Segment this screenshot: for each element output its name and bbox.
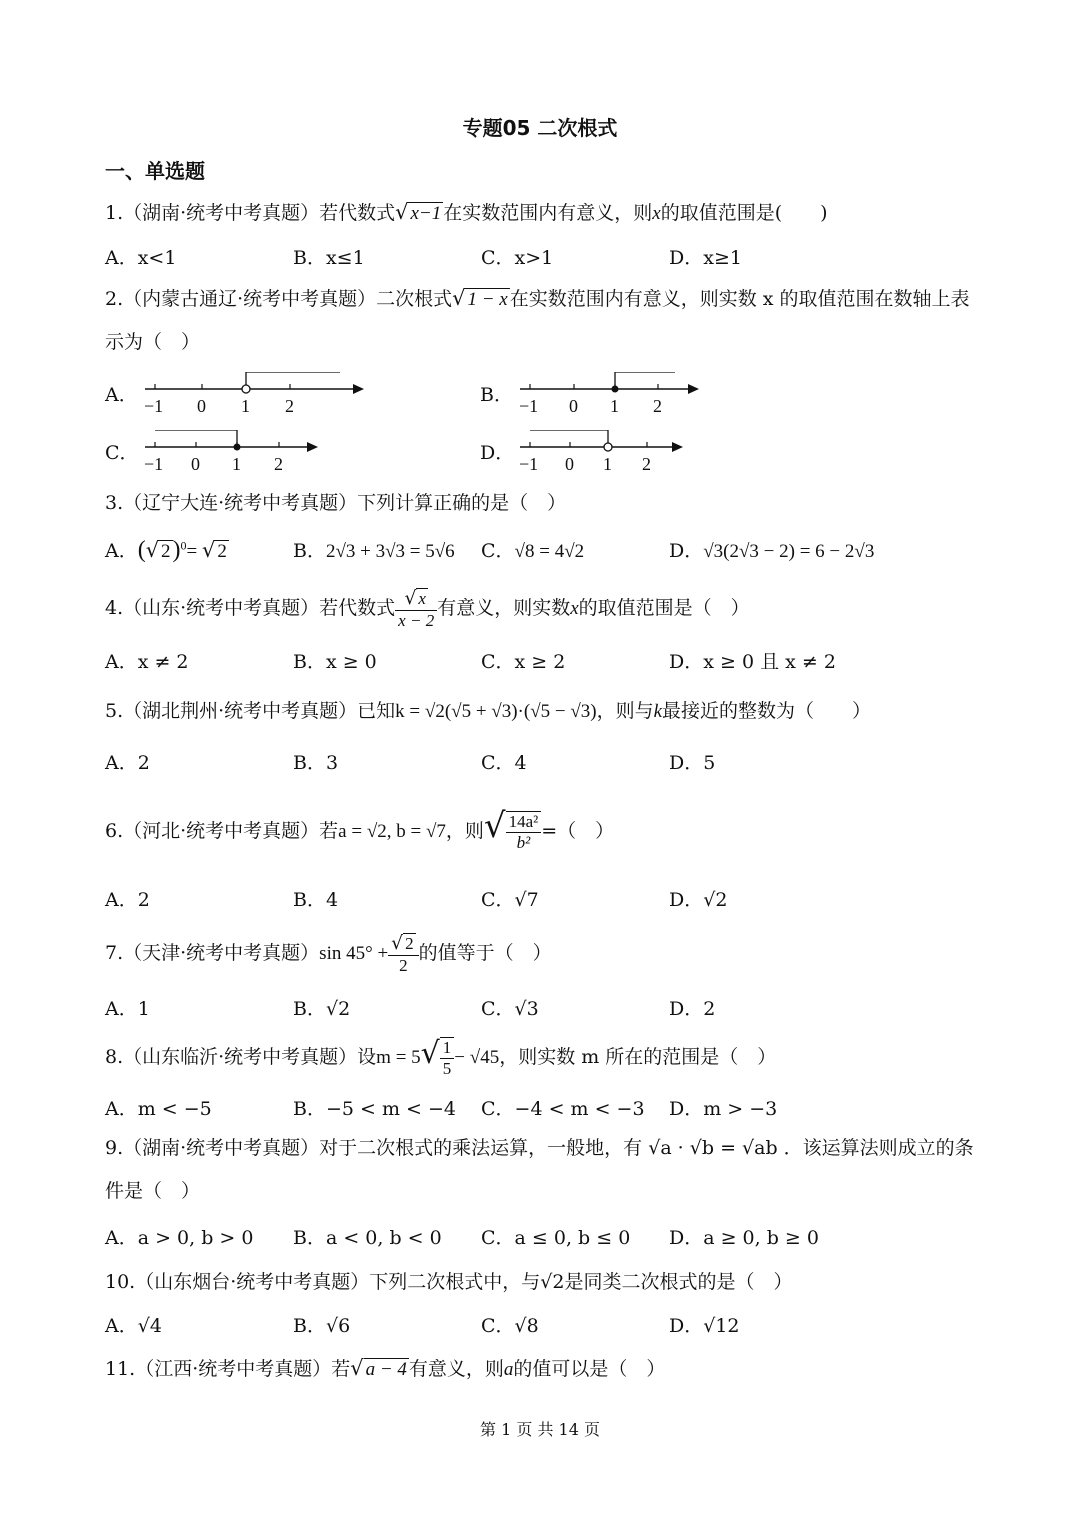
- section-heading: 一、单选题: [105, 159, 205, 183]
- option-label: B．: [480, 384, 513, 406]
- exponent: 0: [180, 538, 187, 553]
- option-b[interactable]: B．3: [293, 752, 339, 774]
- question-6-options: [105, 885, 1005, 915]
- question-5: [105, 696, 871, 723]
- option-expression: 2√3 + 3√3 = 5√6: [325, 541, 455, 562]
- question-11-middle: 有意义，则: [408, 1358, 504, 1380]
- expression: m = 5: [376, 1047, 421, 1068]
- question-1-suffix: 的取值范围是( ): [660, 202, 828, 224]
- option-a[interactable]: A．1: [105, 998, 150, 1020]
- option-d[interactable]: D．5: [669, 752, 716, 774]
- question-1: [105, 198, 828, 225]
- expression: k = √2(√5 + √3)·(√5 − √3): [395, 701, 597, 722]
- number-line-d-graphic: [515, 430, 755, 480]
- tick-label: 1: [232, 454, 241, 474]
- question-11: [105, 1354, 665, 1381]
- radical: √ 1 − x: [452, 286, 508, 310]
- fraction-numerator: 2: [405, 934, 414, 953]
- fraction: $\frac{√ 2}{2}$: [388, 933, 418, 975]
- question-11-suffix: 的值可以是（ ）: [513, 1358, 666, 1380]
- option-d[interactable]: D．√2: [669, 889, 728, 911]
- option-a[interactable]: A．(√ 2)$^0$= √ 2: [105, 537, 227, 563]
- option-d[interactable]: [669, 536, 874, 563]
- question-3: 3.（辽宁大连·统考中考真题）下列计算正确的是（ ）: [105, 492, 567, 514]
- question-4-prefix: 4.（山东·统考中考真题）若代数式: [105, 597, 396, 620]
- question-7-prefix: 7.（天津·统考中考真题）: [105, 942, 320, 965]
- question-6-prefix: 6.（河北·统考中考真题）若: [105, 820, 339, 842]
- radical: √ $\frac{\text{14a²}}{\text{b²}}$: [484, 806, 541, 853]
- question-5-options: [105, 748, 1005, 778]
- condition: a = √2, b = √7: [338, 821, 446, 842]
- question-11-prefix: 11.（江西·统考中考真题）若: [105, 1358, 351, 1380]
- question-8-suffix: ，则实数 m 所在的范围是（ ）: [499, 1046, 777, 1068]
- number-line-b-graphic: [515, 372, 755, 422]
- fraction-numerator: 14a²: [506, 812, 542, 833]
- tick-label: 0: [197, 396, 206, 416]
- option-a[interactable]: A．2: [105, 752, 150, 774]
- radicand: 2: [161, 541, 171, 562]
- option-label: B．: [293, 540, 326, 562]
- question-10: 10.（山东烟台·统考中考真题）下列二次根式中，与√2是同类二次根式的是（ ）: [105, 1271, 793, 1293]
- option-b[interactable]: B．a < 0, b < 0: [293, 1227, 442, 1249]
- question-7: [105, 933, 552, 975]
- option-d[interactable]: D．√12: [669, 1315, 740, 1337]
- question-8: [105, 1036, 776, 1079]
- variable: x: [652, 203, 661, 224]
- radical: √ 2: [202, 538, 227, 562]
- fraction: [506, 811, 542, 852]
- tick-label: 2: [642, 454, 651, 474]
- variable: x: [570, 598, 579, 620]
- option-c[interactable]: C．√7: [481, 889, 539, 911]
- tick-label: −1: [519, 396, 539, 416]
- option-label: A．: [105, 540, 138, 562]
- page-footer: 第 1 页 共 14 页: [480, 1420, 600, 1439]
- option-c[interactable]: [481, 536, 584, 563]
- option-label: C．: [105, 442, 139, 464]
- radicand: a − 4: [365, 1359, 407, 1380]
- fraction: [440, 1037, 455, 1078]
- option-a[interactable]: A．2: [105, 889, 150, 911]
- fraction-numerator: 1: [440, 1038, 455, 1059]
- question-10-options: [105, 1311, 1005, 1341]
- option-b[interactable]: B．√6: [293, 1315, 351, 1337]
- option-b[interactable]: B．x ≥ 0: [293, 651, 377, 673]
- option-label: D．: [669, 540, 704, 562]
- question-1-prefix: 1.（湖南·统考中考真题）若代数式: [105, 202, 396, 224]
- option-a[interactable]: A．x<1: [105, 247, 177, 269]
- variable: k: [653, 701, 663, 722]
- tick-label: −1: [144, 454, 164, 474]
- fraction-denominator: 5: [442, 1059, 452, 1078]
- question-4-middle: 有意义，则实数: [437, 597, 571, 620]
- radical: √ a − 4: [350, 1356, 407, 1380]
- fraction-denominator: b²: [516, 833, 531, 852]
- tick-label: 1: [241, 396, 250, 416]
- option-label: D．: [480, 442, 515, 464]
- option-d[interactable]: D．2: [669, 998, 716, 1020]
- tick-label: 2: [285, 396, 294, 416]
- option-b[interactable]: B．−5 < m < −4: [293, 1098, 456, 1120]
- question-6: [105, 806, 614, 853]
- option-a[interactable]: A．a > 0, b > 0: [105, 1227, 254, 1249]
- radical: √ x−1: [395, 200, 442, 224]
- fraction: $\frac{√ x}{x - 2}$: [395, 588, 437, 630]
- tick-label: 0: [565, 454, 574, 474]
- question-9-options: [105, 1223, 1005, 1253]
- expression: sin 45° +: [319, 943, 389, 965]
- option-d[interactable]: D．a ≥ 0, b ≥ 0: [669, 1227, 819, 1249]
- question-6-middle: ，则: [445, 820, 484, 842]
- question-8-prefix: 8.（山东临沂·统考中考真题）设: [105, 1046, 377, 1068]
- option-b[interactable]: B．4: [293, 889, 339, 911]
- option-b[interactable]: B．x≤1: [293, 247, 365, 269]
- option-b[interactable]: [293, 536, 455, 563]
- question-2-prefix: 2.（内蒙古通辽·统考中考真题）二次根式: [105, 288, 453, 310]
- tick-label: 0: [191, 454, 200, 474]
- fraction-numerator: x: [418, 589, 426, 608]
- page-title: 专题05 二次根式: [462, 116, 618, 140]
- question-8-options: [105, 1094, 1005, 1124]
- option-c[interactable]: C．a ≤ 0, b ≤ 0: [481, 1227, 631, 1249]
- question-9: 9.（湖南·统考中考真题）对于二次根式的乘法运算，一般地，有 √a · √b = √ab ．该运算法则成立的条件是（ ）: [105, 1137, 974, 1202]
- option-c[interactable]: C．√3: [481, 998, 539, 1020]
- tick-label: −1: [519, 454, 539, 474]
- tick-label: 2: [653, 396, 662, 416]
- question-7-options: [105, 994, 1005, 1024]
- option-expression: √8 = 4√2: [514, 541, 585, 562]
- question-2-suffix: 在实数范围内有意义，则实数 x 的取值范围在数轴上表示为（ ）: [105, 288, 970, 353]
- question-6-suffix: =（ ）: [541, 820, 615, 842]
- option-a[interactable]: A．x ≠ 2: [105, 651, 189, 673]
- fraction-denominator: x − 2: [398, 610, 435, 630]
- number-line-c-graphic: [140, 430, 380, 480]
- option-label: A．: [105, 384, 138, 406]
- tick-label: 1: [603, 454, 612, 474]
- radical: √ 2: [145, 538, 171, 562]
- question-4: [105, 588, 750, 630]
- tick-label: 0: [569, 396, 578, 416]
- option-c[interactable]: C．x>1: [481, 247, 554, 269]
- radicand: x−1: [410, 203, 442, 224]
- tick-label: 2: [274, 454, 283, 474]
- fraction-denominator: 2: [399, 955, 408, 975]
- option-c[interactable]: C．4: [481, 752, 527, 774]
- question-4-suffix: 的取值范围是（ ）: [578, 597, 750, 620]
- option-d[interactable]: D．x ≥ 0 且 x ≠ 2: [669, 651, 836, 673]
- option-a[interactable]: A．√4: [105, 1315, 162, 1337]
- radicand: 1 − x: [467, 289, 508, 310]
- option-b[interactable]: B．√2: [293, 998, 351, 1020]
- option-c[interactable]: C．−4 < m < −3: [481, 1098, 645, 1120]
- option-d[interactable]: D．x≥1: [669, 247, 742, 269]
- question-4-options: [105, 647, 1005, 677]
- question-5-prefix: 5.（湖北荆州·统考中考真题）已知: [105, 700, 396, 722]
- radical: √ $\frac{1}{5}$: [421, 1036, 455, 1079]
- option-expression: √3(2√3 − 2) = 6 − 2√3: [703, 541, 875, 562]
- option-d[interactable]: D．m > −3: [669, 1098, 778, 1120]
- question-7-suffix: 的值等于（ ）: [418, 942, 552, 965]
- question-1-middle: 在实数范围内有意义，则: [443, 202, 653, 224]
- question-1-options: [105, 243, 1005, 273]
- question-3-options: [105, 536, 1005, 566]
- question-2: [105, 277, 975, 364]
- number-line-a-graphic: [140, 372, 380, 422]
- option-label: C．: [481, 540, 515, 562]
- option-a[interactable]: A．m < −5: [105, 1098, 212, 1120]
- tick-label: 1: [610, 396, 619, 416]
- option-c[interactable]: C．√8: [481, 1315, 539, 1337]
- expression: − √45: [454, 1047, 500, 1068]
- equals-sign: =: [186, 541, 203, 562]
- question-5-suffix: 最接近的整数为（ ）: [662, 700, 872, 722]
- variable: a: [503, 1359, 514, 1380]
- radicand: 2: [217, 541, 227, 562]
- tick-label: −1: [144, 396, 164, 416]
- option-c[interactable]: C．x ≥ 2: [481, 651, 566, 673]
- question-5-middle: ，则与: [596, 700, 654, 722]
